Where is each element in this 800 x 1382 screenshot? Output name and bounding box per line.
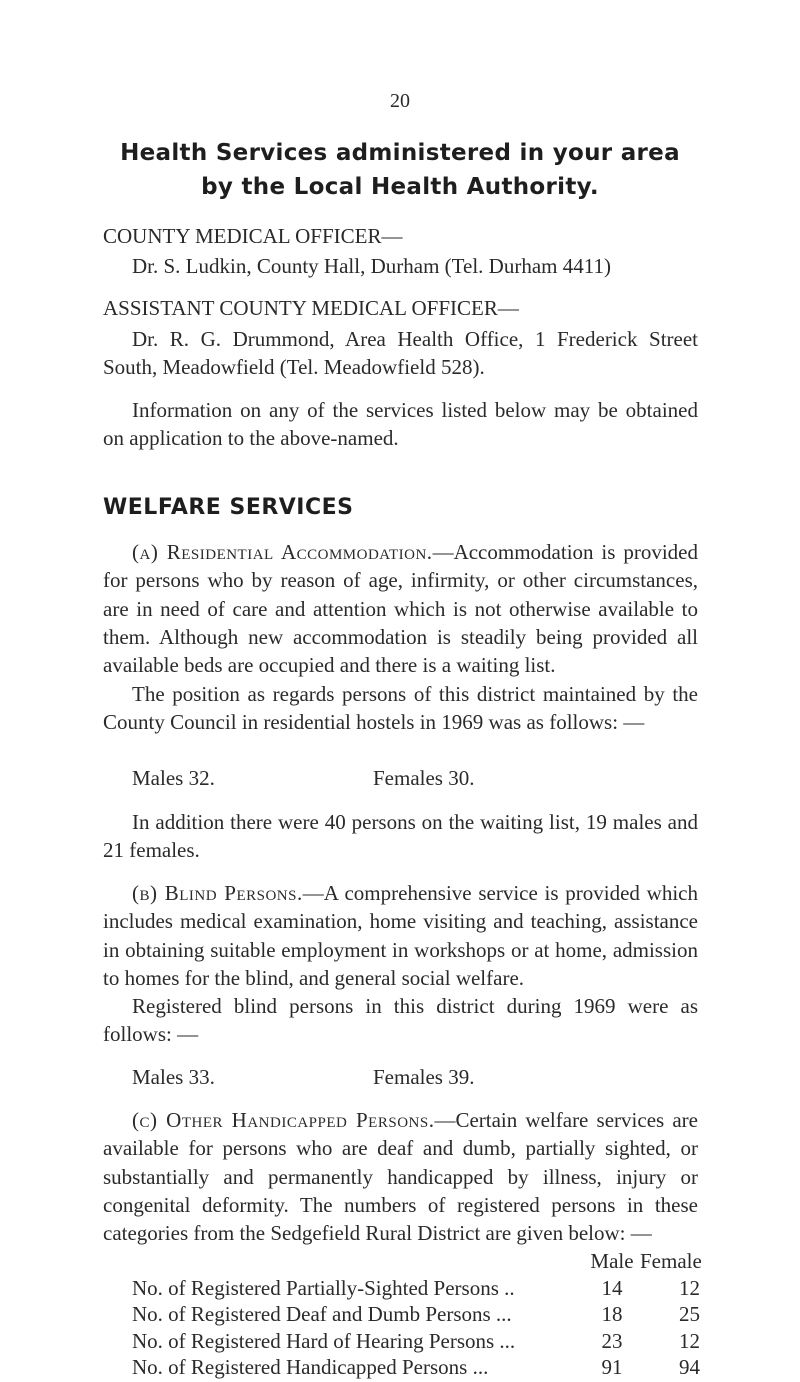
waiting-list-text: In addition there were 40 persons on the waiting list, 19 males and 21 females. [103,810,698,863]
page-subtitle: by the Local Health Authority. [201,174,599,200]
residential-label: (a) Residential Accommodation. [132,540,433,564]
table-row [132,1329,700,1356]
residential-females: Females 30. [373,766,475,790]
column-header-female: Female [640,1249,702,1273]
residential-position-text: The position as regards persons of this district maintained by the County Council in residential hostels in 1969 was as follows: — [103,682,698,735]
row-female-value: 12 [679,1275,700,1300]
blind-persons-paragraph [103,879,698,992]
row-male-value: 23 [601,1328,623,1353]
handicapped-text: —Certain welfare services are available for persons who are deaf and dumb, partially sighted, or substantially and permanently handicapped by illness, injury or congenital deformity. The numbers of registered persons in these categories from the Sedgefield Rural District are given below: — [103,1108,698,1246]
residential-text: —Accommodation is provided for persons who by reason of age, infirmity, or other circumstances, are in need of care and attention which is not otherwise available to them. Although new accommodation is steadily being provided all available beds are occupied and there is a waiting list. [103,540,698,678]
handicapped-paragraph [103,1106,698,1247]
row-label: No. of Registered Deaf and Dumb Persons ... [132,1302,512,1326]
handicapped-label: (c) Other Handicapped Persons. [132,1108,435,1132]
table-row [132,1276,700,1303]
blind-text: —A comprehensive service is provided which includes medical examination, home visiting and teaching, assistance in obtaining suitable employment in workshops or at home, admission to homes for the blind, and general social welfare. [103,881,698,990]
residential-accommodation-paragraph [103,538,698,679]
table-row [132,1355,700,1382]
row-male-value: 18 [601,1302,623,1326]
row-label: No. of Registered Handicapped Persons ... [132,1355,489,1379]
assistant-officer-details: Dr. R. G. Drummond, Area Health Office, 1 Frederick Street South, Meadowfield (Tel. Meadowfield 528). [103,327,698,380]
blind-label: (b) Blind Persons. [132,881,303,905]
registered-persons-table [132,1249,700,1382]
page-number: 20 [390,90,410,112]
row-label: No. of Registered Hard of Hearing Persons ... [132,1328,516,1353]
column-header-male: Male [590,1249,634,1273]
blind-males: Males 33. [132,1065,215,1089]
row-label: No. of Registered Partially-Sighted Persons .. [132,1275,515,1300]
residential-males: Males 32. [132,766,215,790]
table-header-row [132,1249,700,1276]
information-note: Information on any of the services listed below may be obtained on application to the above-named. [103,398,698,451]
assistant-officer-title: ASSISTANT COUNTY MEDICAL OFFICER— [103,296,519,320]
row-female-value: 25 [679,1302,700,1326]
county-medical-officer-details: Dr. S. Ludkin, County Hall, Durham (Tel. Durham 4411) [132,254,611,278]
blind-registered-text: Registered blind persons in this district during 1969 were as follows: — [103,994,698,1047]
table-row [132,1302,700,1329]
page-title: Health Services administered in your area [120,140,680,166]
welfare-services-heading: WELFARE SERVICES [103,495,354,520]
row-male-value: 91 [601,1355,623,1379]
blind-females: Females 39. [373,1065,475,1089]
row-female-value: 94 [679,1355,700,1379]
county-medical-officer-title: COUNTY MEDICAL OFFICER— [103,224,403,248]
row-female-value: 12 [679,1328,700,1353]
row-male-value: 14 [601,1275,623,1300]
